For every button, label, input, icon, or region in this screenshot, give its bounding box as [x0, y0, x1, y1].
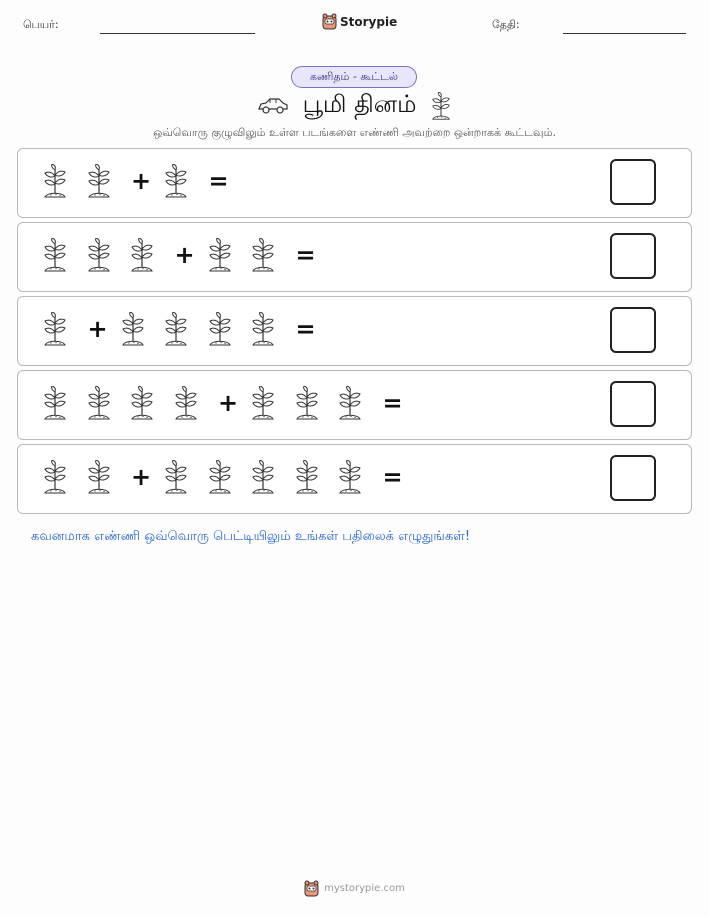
- plus-sign: +: [131, 463, 152, 491]
- sprout-icon: [129, 238, 155, 272]
- problem-row: [17, 222, 692, 292]
- car-icon: [257, 97, 289, 115]
- sprout-icon: [207, 460, 233, 494]
- equals-sign: =: [382, 389, 403, 417]
- sprout-icon: [86, 164, 112, 198]
- storypie-logo-icon: [304, 880, 319, 897]
- sprout-icon: [129, 386, 155, 420]
- sprout-icon: [42, 238, 68, 272]
- name-line[interactable]: [100, 33, 255, 34]
- site-url[interactable]: mystorypie.com: [324, 883, 405, 894]
- instructions: ஒவ்வொரு குழுவிலும் உள்ள படங்களை எண்ணி அவற்றை ஒன்றாகக் கூட்டவும்.: [153, 126, 556, 139]
- sprout-icon: [86, 238, 112, 272]
- sprout-icon: [250, 238, 276, 272]
- sprout-icon: [207, 238, 233, 272]
- footer-note: கவனமாக எண்ணி ஒவ்வொரு பெட்டியிலும் உங்கள் பதிலைக் எழுதுங்கள்!: [31, 529, 471, 544]
- storypie-logo: [322, 13, 397, 30]
- sprout-icon: [250, 386, 276, 420]
- sprout-icon: [294, 386, 320, 420]
- problem-row: [17, 148, 692, 218]
- sprout-icon: [120, 312, 146, 346]
- date-line[interactable]: [563, 33, 686, 34]
- name-label: பெயர்:: [23, 18, 59, 31]
- storypie-logo-icon: [322, 13, 337, 30]
- problem-row: [17, 370, 692, 440]
- answer-box[interactable]: [610, 307, 656, 353]
- problem-row: [17, 444, 692, 514]
- title-row: [0, 90, 709, 121]
- plus-sign: +: [87, 315, 108, 343]
- sprout-icon: [250, 460, 276, 494]
- sprout-icon: [42, 386, 68, 420]
- answer-box[interactable]: [610, 381, 656, 427]
- sprout-icon: [250, 312, 276, 346]
- sprout-icon: [207, 312, 233, 346]
- plus-sign: +: [174, 241, 195, 269]
- topic-pill: கணிதம் - கூட்டல்: [291, 66, 417, 88]
- plus-sign: +: [131, 167, 152, 195]
- sprout-icon: [337, 460, 363, 494]
- sprout-icon: [163, 312, 189, 346]
- sprout-icon: [163, 164, 189, 198]
- equals-sign: =: [295, 315, 316, 343]
- answer-box[interactable]: [610, 455, 656, 501]
- sprout-icon: [163, 460, 189, 494]
- sprout-icon: [337, 386, 363, 420]
- equals-sign: =: [208, 167, 229, 195]
- page-title: பூமி தினம்: [302, 90, 417, 118]
- footer-site: [0, 880, 709, 897]
- date-label: தேதி:: [492, 18, 520, 31]
- sprout-icon: [86, 460, 112, 494]
- sprout-icon: [294, 460, 320, 494]
- sprout-icon: [42, 312, 68, 346]
- sprout-icon: [173, 386, 199, 420]
- answer-box[interactable]: [610, 233, 656, 279]
- sprout-icon: [430, 92, 452, 120]
- problem-row: [17, 296, 692, 366]
- sprout-icon: [42, 460, 68, 494]
- sprout-icon: [42, 164, 68, 198]
- equals-sign: =: [382, 463, 403, 491]
- equals-sign: =: [295, 241, 316, 269]
- plus-sign: +: [218, 389, 239, 417]
- brand-name: Storypie: [340, 14, 398, 29]
- sprout-icon: [86, 386, 112, 420]
- answer-box[interactable]: [610, 159, 656, 205]
